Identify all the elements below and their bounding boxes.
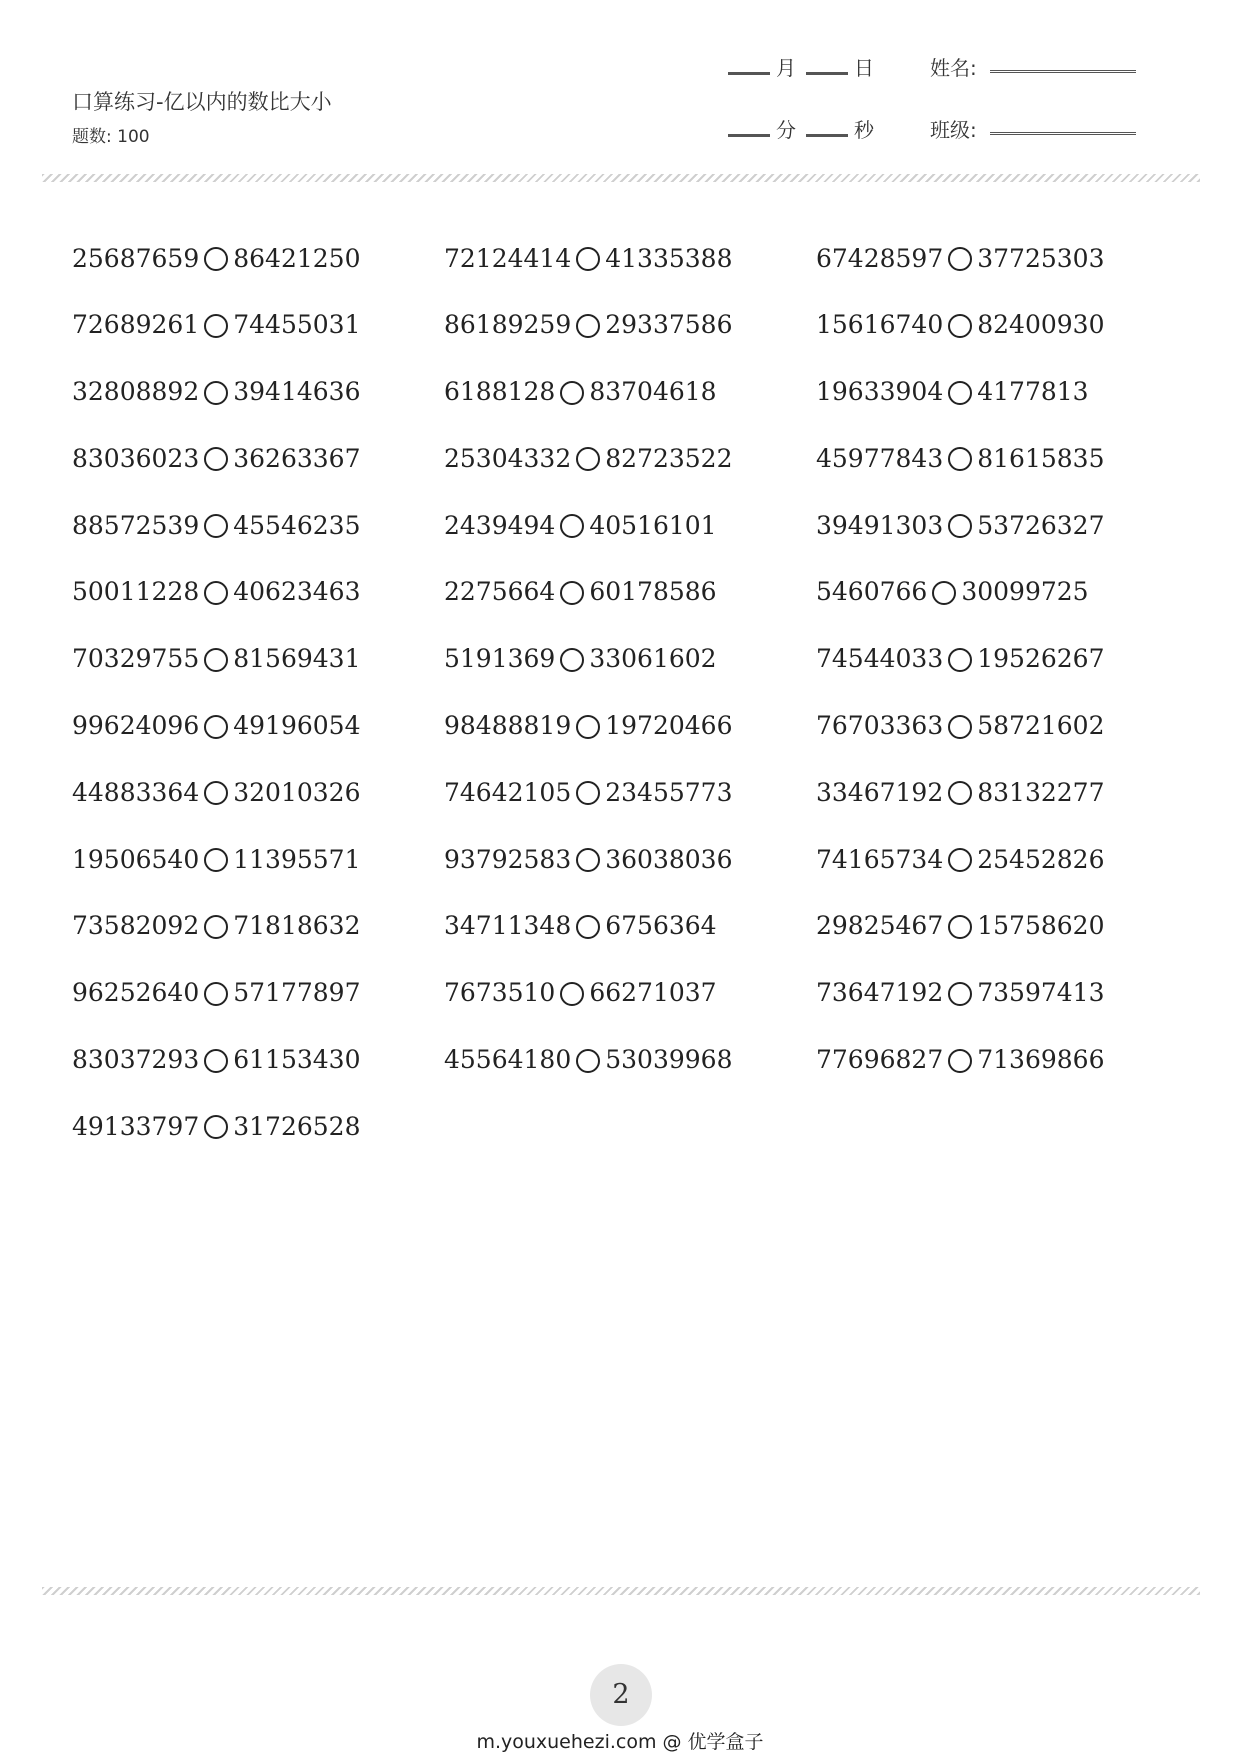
answer-circle[interactable] <box>948 1049 972 1073</box>
day-blank[interactable] <box>806 72 848 75</box>
left-number: 25687659 <box>72 243 200 273</box>
left-number: 83037293 <box>72 1045 200 1075</box>
right-number: 36263367 <box>233 443 361 473</box>
left-number: 5460766 <box>816 577 928 607</box>
answer-circle[interactable] <box>204 314 228 338</box>
comparison-problem <box>444 372 816 412</box>
comparison-problem <box>816 639 1172 679</box>
footer-site: m.youxuehezi.com @ 优学盒子 <box>476 1731 764 1753</box>
answer-circle[interactable] <box>560 648 584 672</box>
right-number: 86421250 <box>233 243 361 273</box>
right-number: 81615835 <box>977 443 1105 473</box>
answer-circle[interactable] <box>576 247 600 271</box>
answer-circle[interactable] <box>576 848 600 872</box>
comparison-problem <box>816 505 1172 545</box>
right-number: 4177813 <box>977 377 1089 407</box>
left-number: 19506540 <box>72 844 200 874</box>
right-number: 19526267 <box>977 644 1105 674</box>
right-number: 53726327 <box>977 510 1105 540</box>
right-number: 19720466 <box>605 711 733 741</box>
right-number: 58721602 <box>977 711 1105 741</box>
comparison-problem <box>816 1040 1172 1080</box>
answer-circle[interactable] <box>560 581 584 605</box>
right-number: 40623463 <box>233 577 361 607</box>
left-number: 7673510 <box>444 978 556 1008</box>
right-number: 32010326 <box>233 777 361 807</box>
comparison-problem <box>444 438 816 478</box>
answer-circle[interactable] <box>204 514 228 538</box>
right-number: 82723522 <box>605 443 733 473</box>
month-label: 月 <box>776 56 796 80</box>
comparison-problem <box>816 839 1172 879</box>
comparison-problem <box>72 639 444 679</box>
left-number: 77696827 <box>816 1045 944 1075</box>
left-number: 2275664 <box>444 577 556 607</box>
left-number: 98488819 <box>444 711 572 741</box>
comparison-problem <box>816 372 1172 412</box>
right-number: 31726528 <box>233 1111 361 1141</box>
left-number: 32808892 <box>72 377 200 407</box>
left-number: 29825467 <box>816 911 944 941</box>
answer-circle[interactable] <box>948 848 972 872</box>
comparison-problem <box>444 1040 816 1080</box>
right-number: 57177897 <box>233 978 361 1008</box>
comparison-problem <box>72 906 444 946</box>
comparison-problem <box>444 572 816 612</box>
answer-circle[interactable] <box>576 447 600 471</box>
minute-label: 分 <box>776 118 796 142</box>
right-number: 37725303 <box>977 243 1105 273</box>
left-number: 86189259 <box>444 310 572 340</box>
answer-circle[interactable] <box>560 514 584 538</box>
left-number: 72124414 <box>444 243 572 273</box>
time-row <box>728 114 1148 144</box>
right-number: 82400930 <box>977 310 1105 340</box>
left-number: 25304332 <box>444 443 572 473</box>
left-number: 33467192 <box>816 777 944 807</box>
answer-circle[interactable] <box>204 781 228 805</box>
right-number: 83704618 <box>589 377 717 407</box>
comparison-problem <box>444 639 816 679</box>
right-number: 33061602 <box>589 644 717 674</box>
left-number: 5191369 <box>444 644 556 674</box>
comparison-problem <box>72 1040 444 1080</box>
worksheet-title: 口算练习-亿以内的数比大小 <box>72 90 332 114</box>
comparison-problem <box>72 438 444 478</box>
right-number: 11395571 <box>233 844 361 874</box>
comparison-problem <box>816 238 1172 278</box>
day-label: 日 <box>854 56 874 80</box>
answer-circle[interactable] <box>948 447 972 471</box>
right-number: 73597413 <box>977 978 1105 1008</box>
name-label: 姓名: <box>930 56 977 80</box>
answer-circle[interactable] <box>932 581 956 605</box>
comparison-problem <box>816 906 1172 946</box>
right-number: 83132277 <box>977 777 1105 807</box>
answer-circle[interactable] <box>576 915 600 939</box>
comparison-problem <box>816 973 1172 1013</box>
comparison-problem <box>72 973 444 1013</box>
second-blank[interactable] <box>806 134 848 137</box>
right-number: 66271037 <box>589 978 717 1008</box>
answer-circle[interactable] <box>204 848 228 872</box>
left-number: 74544033 <box>816 644 944 674</box>
comparison-problem <box>72 238 444 278</box>
comparison-problem <box>444 238 816 278</box>
comparison-problem <box>816 772 1172 812</box>
page-number: 2 <box>590 1664 652 1726</box>
answer-circle[interactable] <box>948 381 972 405</box>
answer-circle[interactable] <box>576 1049 600 1073</box>
left-number: 74642105 <box>444 777 572 807</box>
bottom-divider <box>42 1587 1200 1595</box>
comparison-problem <box>816 706 1172 746</box>
answer-circle[interactable] <box>560 982 584 1006</box>
right-number: 41335388 <box>605 243 733 273</box>
left-number: 34711348 <box>444 911 572 941</box>
left-number: 72689261 <box>72 310 200 340</box>
problem-count: 题数: 100 <box>72 127 150 147</box>
left-number: 6188128 <box>444 377 556 407</box>
left-number: 74165734 <box>816 844 944 874</box>
comparison-problem <box>444 973 816 1013</box>
answer-circle[interactable] <box>948 314 972 338</box>
answer-circle[interactable] <box>204 247 228 271</box>
right-number: 45546235 <box>233 510 361 540</box>
left-number: 73647192 <box>816 978 944 1008</box>
answer-circle[interactable] <box>204 381 228 405</box>
second-label: 秒 <box>854 118 874 142</box>
comparison-problem <box>444 839 816 879</box>
comparison-problem <box>72 305 444 345</box>
class-field[interactable] <box>990 132 1136 135</box>
answer-circle[interactable] <box>948 982 972 1006</box>
answer-circle[interactable] <box>948 247 972 271</box>
right-number: 71369866 <box>977 1045 1105 1075</box>
comparison-problem <box>72 572 444 612</box>
right-number: 29337586 <box>605 310 733 340</box>
comparison-problem <box>444 906 816 946</box>
comparison-problem <box>72 1106 444 1146</box>
comparison-problem <box>72 505 444 545</box>
left-number: 93792583 <box>444 844 572 874</box>
comparison-problem <box>816 305 1172 345</box>
left-number: 99624096 <box>72 711 200 741</box>
left-number: 96252640 <box>72 978 200 1008</box>
left-number: 50011228 <box>72 577 200 607</box>
right-number: 6756364 <box>605 911 717 941</box>
right-number: 49196054 <box>233 711 361 741</box>
answer-circle[interactable] <box>204 715 228 739</box>
left-number: 39491303 <box>816 510 944 540</box>
right-number: 61153430 <box>233 1045 361 1075</box>
right-number: 53039968 <box>605 1045 733 1075</box>
answer-circle[interactable] <box>576 715 600 739</box>
month-blank[interactable] <box>728 72 770 75</box>
left-number: 44883364 <box>72 777 200 807</box>
right-number: 71818632 <box>233 911 361 941</box>
right-number: 60178586 <box>589 577 717 607</box>
comparison-problem <box>816 438 1172 478</box>
comparison-problem <box>444 706 816 746</box>
left-number: 73582092 <box>72 911 200 941</box>
comparison-problem <box>444 505 816 545</box>
answer-circle[interactable] <box>204 1115 228 1139</box>
top-divider <box>42 174 1200 182</box>
left-number: 2439494 <box>444 510 556 540</box>
comparison-problem <box>72 372 444 412</box>
right-number: 25452826 <box>977 844 1105 874</box>
left-number: 76703363 <box>816 711 944 741</box>
comparison-problem <box>444 772 816 812</box>
left-number: 70329755 <box>72 644 200 674</box>
right-number: 15758620 <box>977 911 1105 941</box>
right-number: 23455773 <box>605 777 733 807</box>
comparison-problem <box>816 572 1172 612</box>
answer-circle[interactable] <box>204 982 228 1006</box>
left-number: 19633904 <box>816 377 944 407</box>
answer-circle[interactable] <box>948 715 972 739</box>
answer-circle[interactable] <box>576 314 600 338</box>
answer-circle[interactable] <box>948 781 972 805</box>
answer-circle[interactable] <box>576 781 600 805</box>
date-row <box>728 52 1148 82</box>
answer-circle[interactable] <box>948 514 972 538</box>
left-number: 88572539 <box>72 510 200 540</box>
left-number: 15616740 <box>816 310 944 340</box>
comparison-problem <box>444 305 816 345</box>
answer-circle[interactable] <box>204 915 228 939</box>
comparison-problem <box>72 706 444 746</box>
right-number: 39414636 <box>233 377 361 407</box>
comparison-problem <box>72 839 444 879</box>
left-number: 45564180 <box>444 1045 572 1075</box>
answer-circle[interactable] <box>204 581 228 605</box>
right-number: 36038036 <box>605 844 733 874</box>
answer-circle[interactable] <box>204 1049 228 1073</box>
left-number: 83036023 <box>72 443 200 473</box>
right-number: 30099725 <box>961 577 1089 607</box>
left-number: 45977843 <box>816 443 944 473</box>
comparison-problem <box>72 772 444 812</box>
name-field[interactable] <box>990 70 1136 73</box>
left-number: 49133797 <box>72 1111 200 1141</box>
left-number: 67428597 <box>816 243 944 273</box>
answer-circle[interactable] <box>204 648 228 672</box>
right-number: 81569431 <box>233 644 361 674</box>
answer-circle[interactable] <box>560 381 584 405</box>
right-number: 40516101 <box>589 510 717 540</box>
answer-circle[interactable] <box>948 915 972 939</box>
minute-blank[interactable] <box>728 134 770 137</box>
answer-circle[interactable] <box>948 648 972 672</box>
class-label: 班级: <box>930 118 977 142</box>
problem-grid <box>72 238 1172 1173</box>
answer-circle[interactable] <box>204 447 228 471</box>
right-number: 74455031 <box>233 310 361 340</box>
